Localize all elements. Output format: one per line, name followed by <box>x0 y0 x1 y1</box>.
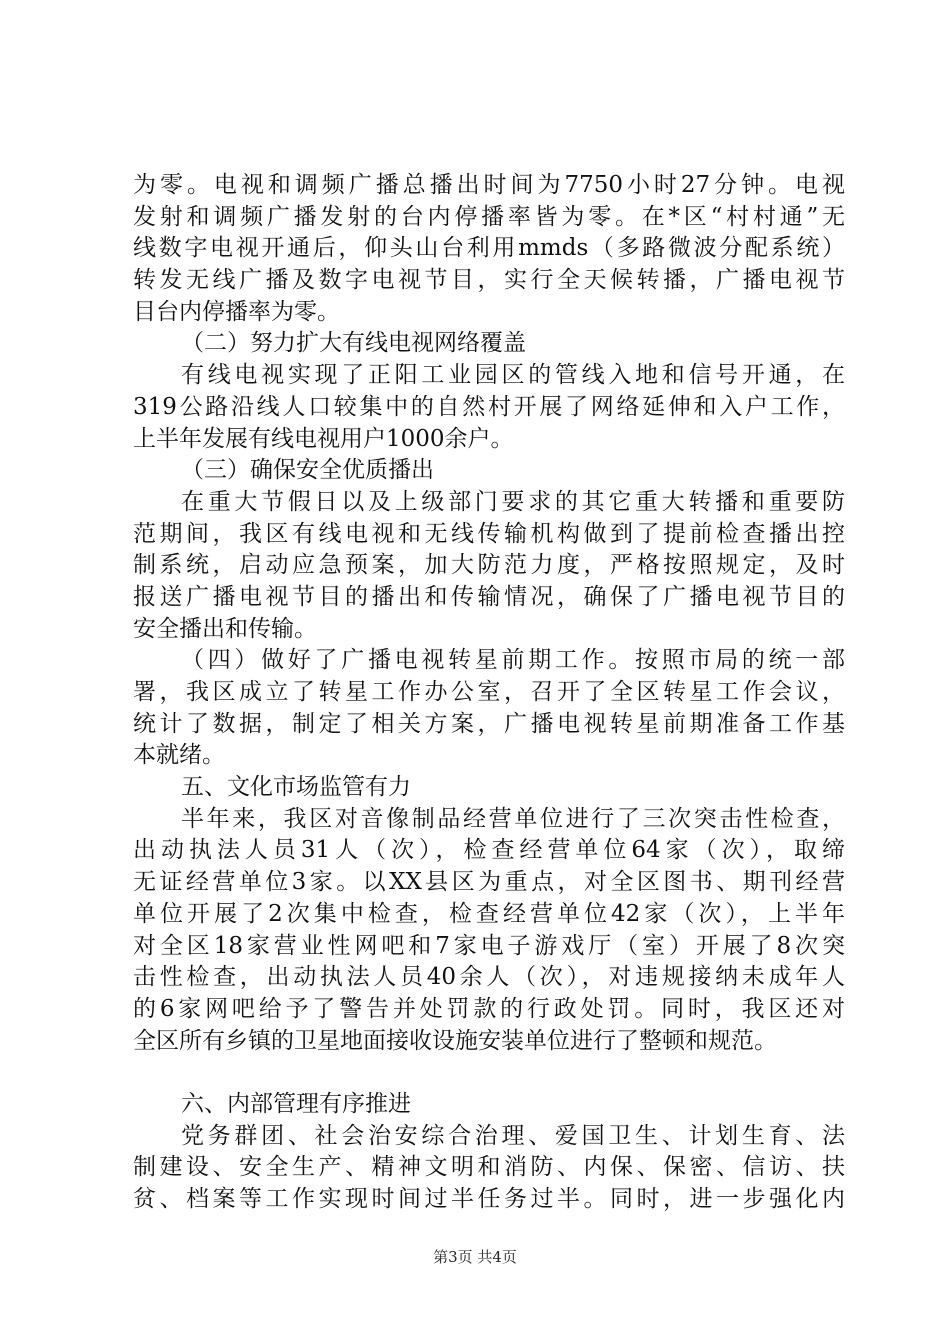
text-line: 有线电视实现了正阳工业园区的管线入地和信号开通，在 <box>181 362 845 389</box>
text-line: 目台内停播率为零。 <box>133 298 340 325</box>
body-text <box>133 170 845 1216</box>
text-line: 五、文化市场监管有力 <box>181 774 411 801</box>
text-line: 在重大节假日以及上级部门要求的其它重大转播和重要防 <box>181 488 845 515</box>
text-line: （四）做好了广播电视转星前期工作。按照市局的统一部 <box>181 647 845 674</box>
text-line: 制系统，启动应急预案，加大防范力度，严格按照规定，及时 <box>133 552 845 579</box>
paragraph-gap <box>133 1057 845 1089</box>
text-line: 击性检查，出动执法人员40余人（次），对违规接纳未成年人 <box>133 964 845 991</box>
text-line: 半年来，我区对音像制品经营单位进行了三次突击性检查， <box>181 805 845 832</box>
page-footer: 第3页 共4页 <box>433 1248 517 1266</box>
text-line: 转发无线广播及数字电视节目，实行全天候转播，广播电视节 <box>133 267 845 294</box>
text-line: 出动执法人员31人（次），检查经营单位64家（次），取缔 <box>133 837 845 864</box>
text-line: 的6家网吧给予了警告并处罚款的行政处罚。同时，我区还对 <box>133 995 845 1022</box>
text-line: 署，我区成立了转星工作办公室，召开了全区转星工作会议， <box>133 679 845 705</box>
text-line: 统计了数据，制定了相关方案，广播电视转星前期准备工作基 <box>133 710 845 737</box>
text-line: 制建设、安全生产、精神文明和消防、内保、保密、信访、扶 <box>133 1154 845 1181</box>
text-line: 无证经营单位3家。以XX县区为重点，对全区图书、期刊经营 <box>133 869 845 896</box>
text-line: 上半年发展有线电视用户1000余户。 <box>133 425 514 452</box>
text-line: 对全区18家营业性网吧和7家电子游戏厅（室）开展了8次突 <box>133 932 845 959</box>
text-line: （三）确保安全优质播出 <box>181 457 434 484</box>
text-line: 范期间，我区有线电视和无线传输机构做到了提前检查播出控 <box>133 520 845 547</box>
text-line: （二）努力扩大有线电视网络覆盖 <box>181 330 526 357</box>
text-line: 六、内部管理有序推进 <box>181 1090 411 1117</box>
text-line: 全区所有乡镇的卫星地面接收设施安装单位进行了整顿和规范。 <box>133 1027 777 1054</box>
text-line: 单位开展了2次集中检查，检查经营单位42家（次），上半年 <box>133 900 845 927</box>
text-line: 线数字电视开通后，仰头山台利用mmds（多路微波分配系统） <box>133 235 845 262</box>
text-line: 贫、档案等工作实现时间过半任务过半。同时，进一步强化内 <box>133 1186 845 1212</box>
text-line: 报送广播电视节目的播出和传输情况，确保了广播电视节目的 <box>133 583 845 610</box>
text-line: 发射和调频广播发射的台内停播率皆为零。在*区“村村通”无 <box>133 203 845 230</box>
text-line: 安全播出和传输。 <box>133 615 317 642</box>
text-line: 党务群团、社会治安综合治理、爱国卫生、计划生育、法 <box>181 1122 845 1149</box>
text-line: 本就绪。 <box>133 742 225 769</box>
text-line: 319公路沿线人口较集中的自然村开展了网络延伸和入户工作， <box>133 393 845 420</box>
text-line: 为零。电视和调频广播总播出时间为7750小时27分钟。电视 <box>133 172 845 198</box>
